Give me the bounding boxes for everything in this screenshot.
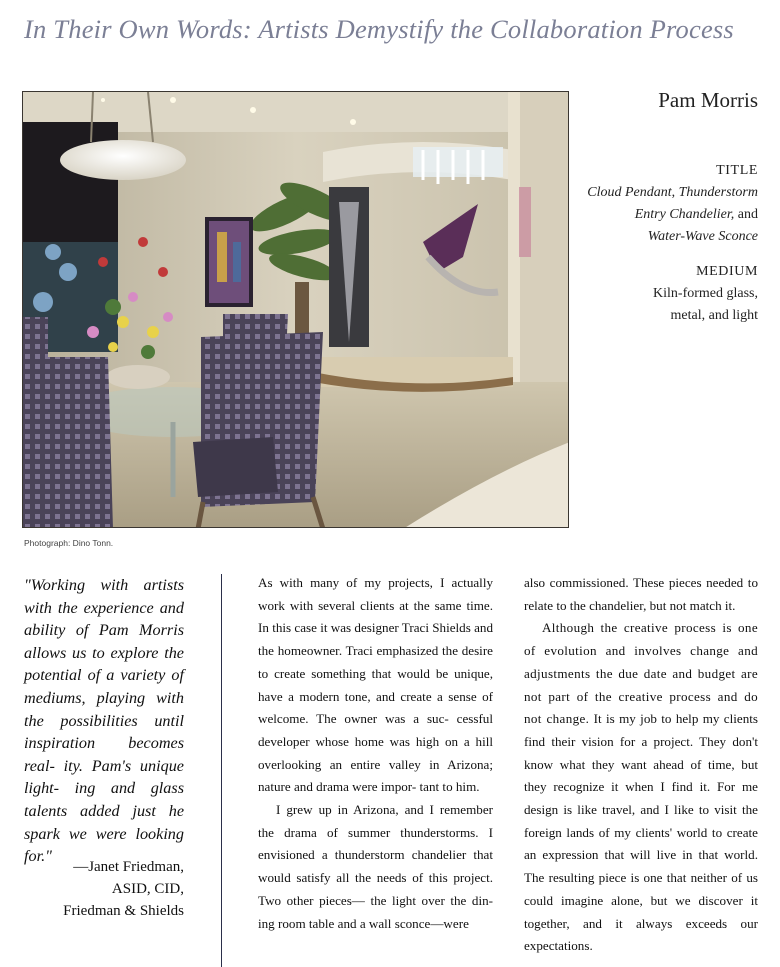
attribution-firm: Friedman & Shields [63, 903, 184, 919]
artwork-title-line1: Cloud Pendant, Thunderstorm [587, 185, 758, 200]
paragraph: As with many of my projects, I actually work with several clients at the same time. In this case it was designer Traci Shields and the homeowner. Traci emphasized the desire to create something that would be unique, have a modern tone, and create a sense of welcome. The owner was a suc- cessful developer whose home was high on a hill overlooking an entire valley in Arizona; nature and drama were impor- tant to him. [258, 575, 493, 795]
medium-line2: metal, and light [670, 308, 758, 323]
artist-name: Pam Morris [658, 88, 758, 112]
paragraph: I grew up in Arizona, and I remember the drama of summer thunderstorms. I envisioned a thunderstorm chandelier that would satisfy all the needs of this project. Two other pieces— the light over the din- ing room table and a wall sconce—were [258, 802, 493, 931]
attribution-credentials: ASID, CID, [111, 881, 184, 897]
column-divider [221, 574, 222, 967]
paragraph: Although the creative process is one of evolution and involves change and adjustments the due date and budget are not part of the creative process and do not change. It is my job to help my clients find their vision for a project. They don't know what they want ahead of time, but they recognize it when I find it. For me design is like travel, and I like to visit the foreign lands of my clients' world to create an expression that will live in that world. The resulting piece is one that neither of us could imagine alone, but we discover it together, and it always exceeds our expectations. [524, 620, 758, 954]
photo-credit: Photograph: Dino Tonn. [24, 538, 114, 548]
paragraph: also commissioned. These pieces needed to relate to the chandelier, but not match it. [524, 575, 758, 613]
artwork-title-line2: Entry Chandelier, and [634, 207, 758, 222]
medium-line1: Kiln-formed glass, [653, 286, 758, 301]
artwork-title-block [578, 160, 758, 248]
quote-attribution [24, 856, 184, 922]
page-title: In Their Own Words: Artists Demystify the Collaboration Process [24, 14, 734, 44]
artwork-title-line3: Water-Wave Sconce [647, 229, 758, 244]
title-label: TITLE [716, 163, 758, 178]
dining-room-photo-illustration [23, 92, 569, 528]
attribution-name: —Janet Friedman, [73, 859, 184, 875]
interior-photo [22, 91, 569, 528]
artwork-medium-block [578, 261, 758, 327]
body-column-2 [524, 572, 758, 958]
pull-quote: "Working with artists with the experience and ability of Pam Morris allows us to explore the potential of a variety of mediums, playing with the possibilities until inspiration becomes real- ity. Pam's unique light- ing and glass talents added just he spark we were looking for." [24, 576, 184, 866]
medium-label: MEDIUM [696, 264, 758, 279]
body-column-1 [258, 572, 493, 935]
